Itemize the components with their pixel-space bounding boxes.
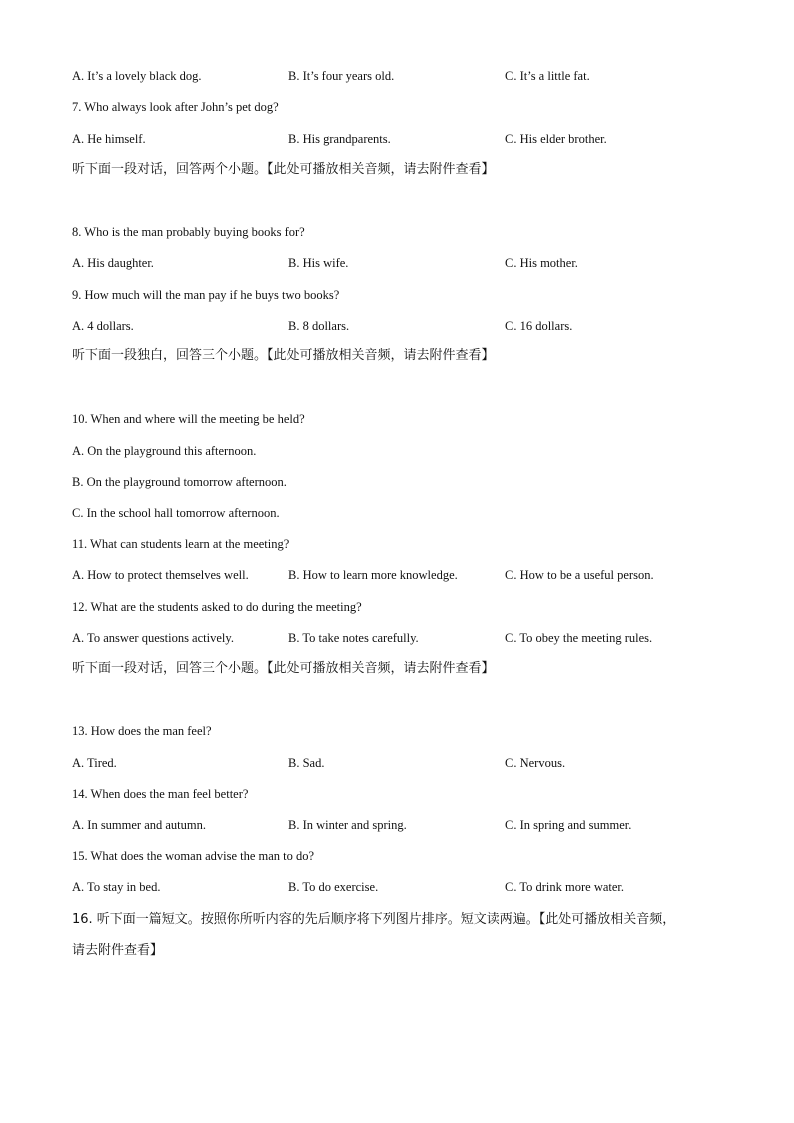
q15-option-b: B. To do exercise. [288,880,379,894]
q16-instruction-line1: 16. 听下面一篇短文。按照你所听内容的先后顺序将下列图片排序。短文读两遍。【此处可播放相关音频， [72,912,676,927]
q12-option-c: C. To obey the meeting rules. [505,631,653,645]
q15-question: 15. What does the woman advise the man to do? [72,849,315,863]
q7-option-c: C. His elder brother. [505,132,607,146]
q12-question: 12. What are the students asked to do during the meeting? [72,600,362,614]
q13-option-c: C. Nervous. [505,756,566,770]
q8-option-a: A. His daughter. [72,256,154,270]
instruction-dialogue-three: 听下面一段对话，回答三个小题。【此处可播放相关音频，请去附件查看】 [72,661,495,676]
q11-question: 11. What can students learn at the meeting? [72,537,290,551]
q9-option-a: A. 4 dollars. [72,319,134,333]
q8-option-b: B. His wife. [288,256,349,270]
q12-option-b: B. To take notes carefully. [288,631,419,645]
q7-option-b: B. His grandparents. [288,132,391,146]
q8-option-c: C. His mother. [505,256,578,270]
q11-option-a: A. How to protect themselves well. [72,568,249,582]
q9-option-b: B. 8 dollars. [288,319,350,333]
q14-question: 14. When does the man feel better? [72,787,249,801]
q6-option-a: A. It’s a lovely black dog. [72,69,202,83]
q15-option-a: A. To stay in bed. [72,880,161,894]
q14-option-b: B. In winter and spring. [288,818,407,832]
q8-question: 8. Who is the man probably buying books for? [72,225,305,239]
q10-option-c: C. In the school hall tomorrow afternoon. [72,506,280,520]
q10-option-b: B. On the playground tomorrow afternoon. [72,475,287,489]
q13-option-a: A. Tired. [72,756,117,770]
q7-question: 7. Who always look after John’s pet dog? [72,100,279,114]
instruction-monologue-three: 听下面一段独白，回答三个小题。【此处可播放相关音频，请去附件查看】 [72,348,495,363]
q7-option-a: A. He himself. [72,132,146,146]
instruction-dialogue-two: 听下面一段对话，回答两个小题。【此处可播放相关音频，请去附件查看】 [72,162,495,177]
q10-question: 10. When and where will the meeting be held? [72,412,305,426]
q6-option-c: C. It’s a little fat. [505,69,590,83]
q13-question: 13. How does the man feel? [72,724,212,738]
q11-option-b: B. How to learn more knowledge. [288,568,458,582]
q12-option-a: A. To answer questions actively. [72,631,234,645]
q6-option-b: B. It’s four years old. [288,69,395,83]
q9-question: 9. How much will the man pay if he buys two books? [72,288,340,302]
q11-option-c: C. How to be a useful person. [505,568,654,582]
q16-instruction-line2: 请去附件查看】 [72,943,164,958]
q15-option-c: C. To drink more water. [505,880,625,894]
q10-option-a: A. On the playground this afternoon. [72,444,257,458]
q13-option-b: B. Sad. [288,756,325,770]
q14-option-c: C. In spring and summer. [505,818,632,832]
q9-option-c: C. 16 dollars. [505,319,573,333]
q14-option-a: A. In summer and autumn. [72,818,207,832]
